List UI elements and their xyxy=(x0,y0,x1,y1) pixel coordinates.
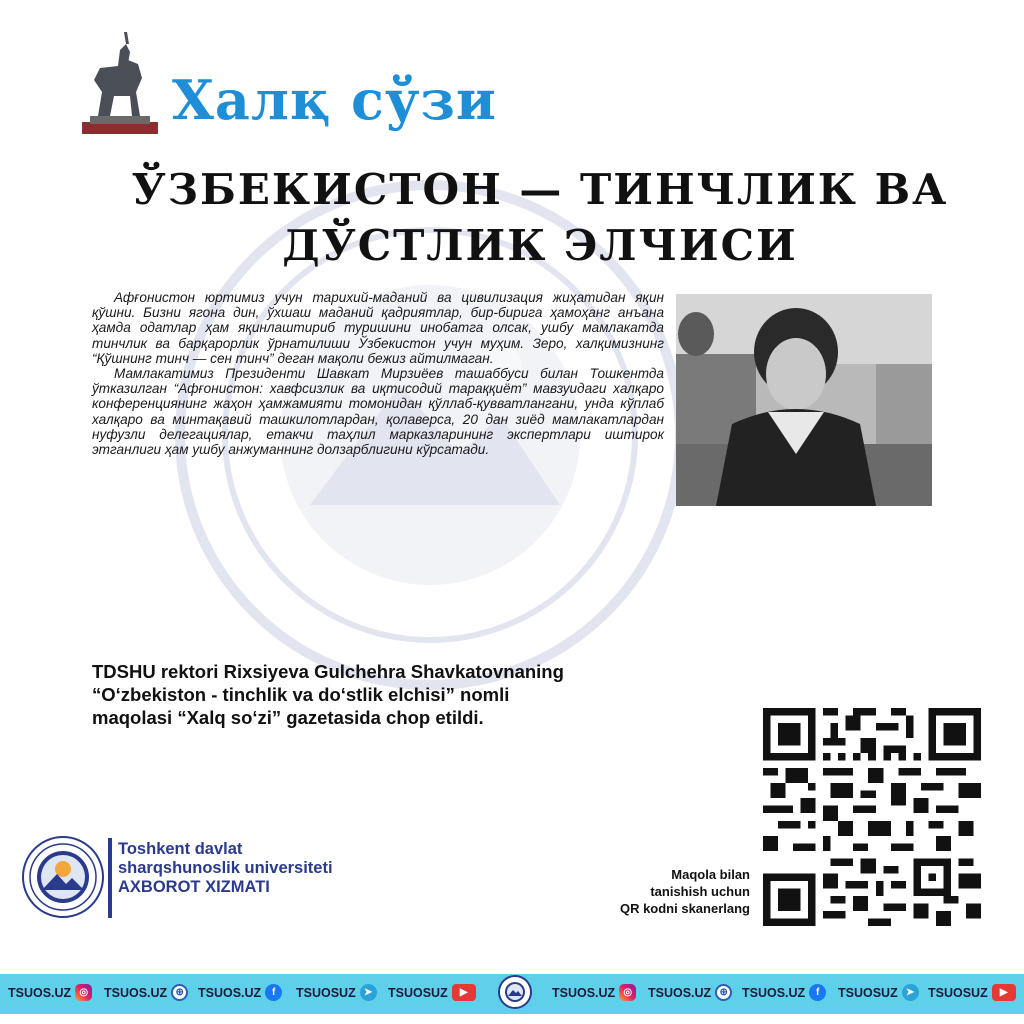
qr-note-line-1: Maqola bilan xyxy=(671,867,750,882)
youtube-icon: ▶ xyxy=(992,984,1016,1001)
caption-line-2: “O‘zbekiston - tinchlik va do‘stlik elchisi” nomli xyxy=(92,684,510,705)
university-line-3: AXBOROT XIZMATI xyxy=(118,878,270,896)
footer-link[interactable] xyxy=(388,984,476,1001)
caption-line-3: maqolasi “Xalq so‘zi” gazetasida chop etildi. xyxy=(92,707,484,728)
university-name xyxy=(118,840,333,897)
rector-photo xyxy=(676,294,932,506)
qr-note-line-3: QR kodni skanerlang xyxy=(619,901,750,916)
footer-link-label: TSUOS.UZ xyxy=(104,985,168,1000)
instagram-icon: ◎ xyxy=(75,984,92,1001)
globe-icon: ⊕ xyxy=(171,984,188,1001)
telegram-icon: ➤ xyxy=(902,984,919,1001)
qr-note-line-2: tanishish uchun xyxy=(650,884,750,899)
headline-line-1: ЎЗБЕКИСТОН — ТИНЧЛИК ВА xyxy=(131,165,949,214)
qr-code[interactable] xyxy=(763,708,981,926)
university-logo-small xyxy=(498,975,532,1009)
caption-line-1: TDSHU rektori Rixsiyeva Gulchehra Shavkatovnaning xyxy=(92,661,564,682)
footer-link-label: TSUOS.UZ xyxy=(552,985,616,1000)
footer-link-label: TSUOSUZ xyxy=(388,985,448,1000)
footer-link[interactable] xyxy=(104,984,188,1001)
university-branding xyxy=(22,834,362,924)
facebook-icon: f xyxy=(809,984,826,1001)
social-footer xyxy=(0,974,1024,1014)
article-body xyxy=(92,290,664,457)
facebook-icon: f xyxy=(265,984,282,1001)
footer-link[interactable] xyxy=(8,984,92,1001)
equestrian-statue-icon xyxy=(80,30,160,136)
footer-link-label: TSUOSUZ xyxy=(838,985,898,1000)
seal-icon xyxy=(500,977,530,1007)
headline-line-2: ДЎСТЛИК ЭЛЧИСИ xyxy=(282,221,798,270)
qr-instruction xyxy=(540,866,750,917)
footer-link-label: TSUOS.UZ xyxy=(742,985,806,1000)
footer-link[interactable] xyxy=(552,984,636,1001)
globe-icon: ⊕ xyxy=(715,984,732,1001)
footer-link[interactable] xyxy=(928,984,1016,1001)
footer-link-label: TSUOS.UZ xyxy=(8,985,72,1000)
university-logo xyxy=(22,836,104,918)
brand-divider xyxy=(108,838,112,918)
newspaper-title: Халқ сўзи xyxy=(172,68,497,132)
article-paragraph: Афғонистон юртимиз учун тарихий-маданий ва цивилизация жиҳатидан яқин қўшни. Бизни ягона дин, ўхшаш маданий қадриятлар, бир-бирига ҳамоҳанг анъана ҳамда одатлар ҳам яқинлаштириб туришини инобатга олсак, ушбу мамлакатда тинчлик ва барқарорлик ўрнатилиши Ўзбекистон учун муҳим. Зеро, халқимизнинг “Қўшнинг тинч — сен тинч” деган мақоли бежиз айтилмаган. xyxy=(92,290,664,366)
article-headline xyxy=(120,162,960,274)
footer-link-label: TSUOSUZ xyxy=(296,985,356,1000)
footer-link-label: TSUOS.UZ xyxy=(198,985,262,1000)
footer-link[interactable] xyxy=(198,984,282,1001)
university-line-1: Toshkent davlat xyxy=(118,840,243,858)
announcement-caption xyxy=(92,660,692,729)
telegram-icon: ➤ xyxy=(360,984,377,1001)
instagram-icon: ◎ xyxy=(619,984,636,1001)
footer-link[interactable] xyxy=(296,984,377,1001)
newspaper-masthead xyxy=(80,30,540,140)
footer-link-label: TSUOSUZ xyxy=(928,985,988,1000)
youtube-icon: ▶ xyxy=(452,984,476,1001)
footer-link-label: TSUOS.UZ xyxy=(648,985,712,1000)
university-line-2: sharqshunoslik universiteti xyxy=(118,859,333,877)
article-paragraph: Мамлакатимиз Президенти Шавкат Мирзиёев ташаббуси билан Тошкентда ўтказилган “Афғонистон: хавфсизлик ва иқтисодий тараққиёт” мавзуидаги халқаро конференциянинг жаҳон ҳамжамияти томонидан қўллаб-қувватлангани, унда кўплаб халқаро ва минтақавий ташкилотлардан, қолаверса, 20 дан зиёд мамлакатлардан нуфузли делегациялар, етакчи таҳлил марказларининг экспертлари иштирок этганлиги ҳам ушбу анжуманнинг долзарблигини кўрсатади. xyxy=(92,366,664,458)
footer-link[interactable] xyxy=(838,984,919,1001)
footer-link[interactable] xyxy=(648,984,732,1001)
footer-link[interactable] xyxy=(742,984,826,1001)
